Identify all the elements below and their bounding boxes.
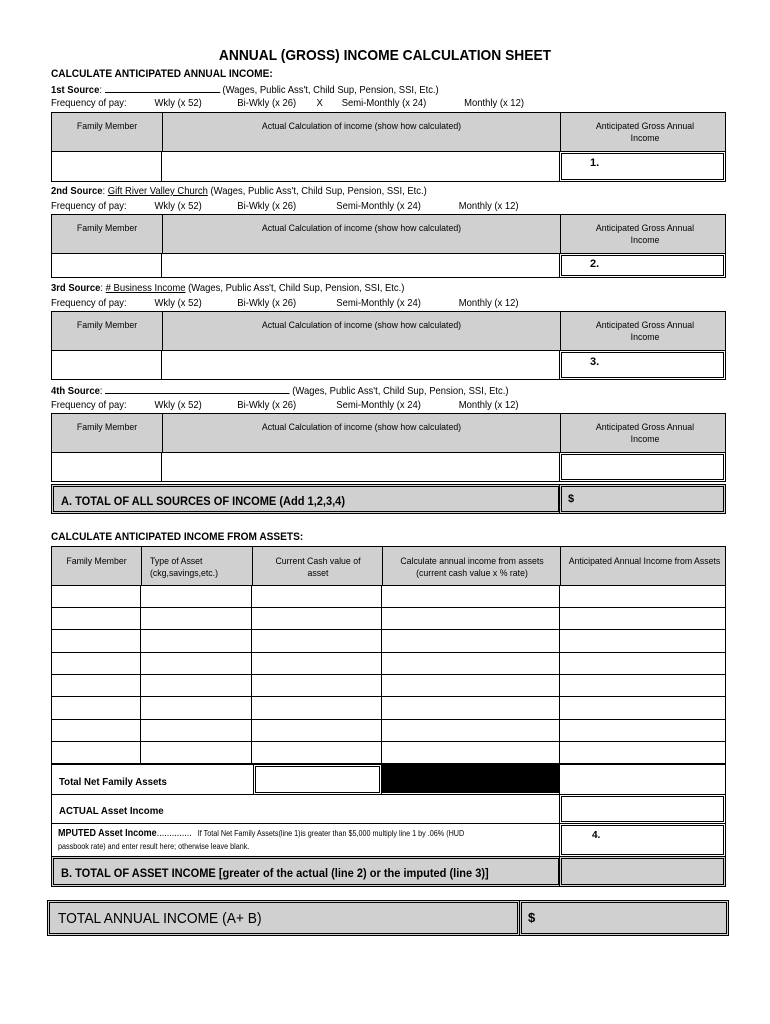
total-a-label-cell xyxy=(51,484,561,514)
source-3-header-row xyxy=(51,311,726,351)
blackout-cell xyxy=(382,764,560,793)
source-1-checkmark[interactable]: X xyxy=(316,97,323,109)
source-1-result-cell[interactable]: 1. xyxy=(559,151,726,182)
actual-asset-row xyxy=(51,794,560,824)
source-4-result-cell[interactable] xyxy=(559,452,726,482)
grand-total-label-cell xyxy=(47,900,520,936)
source-4-header-row xyxy=(51,413,726,453)
actual-asset-field[interactable] xyxy=(559,794,726,824)
assets-section-heading: CALCULATE ANTICIPATED INCOME FROM ASSETS: xyxy=(51,531,304,543)
col-annual-income: Anticipated Gross Annual Income xyxy=(595,422,695,445)
total-b-value-cell[interactable] xyxy=(559,856,726,887)
col-family-member: Family Member xyxy=(76,121,138,132)
source-2-frequency: Frequency of pay: Wkly (x 52) Bi-Wkly (x 26) Semi-Monthly (x 24) Monthly (x 12) xyxy=(51,200,519,212)
source-4-calc-cell[interactable] xyxy=(161,452,560,482)
col-annual-income: Anticipated Gross Annual Income xyxy=(595,223,695,246)
col-annual-income: Anticipated Gross Annual Income xyxy=(595,121,695,144)
total-net-assets-empty xyxy=(559,764,726,795)
income-section-heading: CALCULATE ANTICIPATED ANNUAL INCOME: xyxy=(51,68,273,80)
assets-grid xyxy=(51,585,726,764)
assets-col-cash-value: Current Cash value of asset xyxy=(275,556,361,579)
assets-header-row xyxy=(51,546,726,586)
assets-col-type: Type of Asset (ckg,savings,etc.) xyxy=(150,556,219,579)
total-a-value-cell[interactable]: $ xyxy=(559,484,726,514)
source-3-field[interactable]: # Business Income xyxy=(105,282,186,294)
col-actual-calc: Actual Calculation of income (show how calculated) xyxy=(261,223,462,234)
source-4-field[interactable] xyxy=(105,384,290,394)
source-4-frequency: Frequency of pay: Wkly (x 52) Bi-Wkly (x 26) Semi-Monthly (x 24) Monthly (x 12) xyxy=(51,399,519,411)
grand-total-value-cell[interactable]: $ xyxy=(519,900,729,936)
total-net-assets-label: Total Net Family Assets xyxy=(59,776,167,788)
source-4-member-cell[interactable] xyxy=(51,452,162,482)
col-actual-calc: Actual Calculation of income (show how calculated) xyxy=(261,320,462,331)
imputed-asset-note: passbook rate) and enter result here; otherwise leave blank. xyxy=(58,842,250,851)
imputed-asset-field[interactable]: 4. xyxy=(559,823,726,857)
source-1-frequency: Frequency of pay: Wkly (x 52) Bi-Wkly (x 26) X Semi-Monthly (x 24) Monthly (x 12) xyxy=(51,97,524,109)
col-family-member: Family Member xyxy=(76,223,138,234)
assets-col-member: Family Member xyxy=(66,556,127,567)
source-1-header-row xyxy=(51,112,726,152)
source-2-header-row xyxy=(51,214,726,254)
source-2-field[interactable]: Gift River Valley Church xyxy=(107,185,208,197)
assets-col-income: Anticipated Annual Income from Assets xyxy=(568,556,721,567)
col-annual-income: Anticipated Gross Annual Income xyxy=(595,320,695,343)
total-a-label: A. TOTAL OF ALL SOURCES OF INCOME (Add 1,2,3,4) xyxy=(61,494,346,508)
source-2-member-cell[interactable] xyxy=(51,253,162,278)
page-title: ANNUAL (GROSS) INCOME CALCULATION SHEET xyxy=(218,47,552,64)
source-3-calc-cell[interactable] xyxy=(161,350,560,380)
col-family-member: Family Member xyxy=(76,422,138,433)
total-b-label-cell xyxy=(51,856,561,887)
assets-rows xyxy=(51,585,726,764)
source-1-member-cell[interactable] xyxy=(51,151,162,182)
source-2-calc-cell[interactable] xyxy=(161,253,560,278)
actual-asset-label: ACTUAL Asset Income xyxy=(59,805,164,817)
assets-col-calc: Calculate annual income from assets (current cash value x % rate) xyxy=(400,556,544,579)
source-3-member-cell[interactable] xyxy=(51,350,162,380)
source-2-line: 2nd Source: Gift River Valley Church (Wages, Public Ass't, Child Sup, Pension, SSI, Etc.) xyxy=(51,185,427,197)
total-b-label: B. TOTAL OF ASSET INCOME [greater of the actual (line 2) or the imputed (line 3)] xyxy=(61,866,489,880)
grand-total-label: TOTAL ANNUAL INCOME (A+ B) xyxy=(58,910,262,927)
imputed-asset-row xyxy=(51,823,560,857)
col-actual-calc: Actual Calculation of income (show how calculated) xyxy=(261,422,462,433)
source-4-line: 4th Source: (Wages, Public Ass't, Child Sup, Pension, SSI, Etc.) xyxy=(51,385,509,397)
col-actual-calc: Actual Calculation of income (show how calculated) xyxy=(261,121,462,132)
source-1-line: 1st Source: (Wages, Public Ass't, Child Sup, Pension, SSI, Etc.) xyxy=(51,84,439,96)
imputed-asset-line: MPUTED Asset Income.............. If Total Net Family Assets(line 1)is greater than $5,000 multiply line 1 by .06% (HUD xyxy=(58,828,465,839)
source-3-frequency: Frequency of pay: Wkly (x 52) Bi-Wkly (x 26) Semi-Monthly (x 24) Monthly (x 12) xyxy=(51,297,519,309)
total-net-assets-field[interactable] xyxy=(253,764,382,795)
col-family-member: Family Member xyxy=(76,320,138,331)
source-1-calc-cell[interactable] xyxy=(161,151,560,182)
source-3-result-cell[interactable]: 3. xyxy=(559,350,726,380)
source-3-line: 3rd Source: # Business Income (Wages, Public Ass't, Child Sup, Pension, SSI, Etc.) xyxy=(51,282,405,294)
source-1-field[interactable] xyxy=(105,83,220,93)
source-2-result-cell[interactable]: 2. xyxy=(559,253,726,278)
